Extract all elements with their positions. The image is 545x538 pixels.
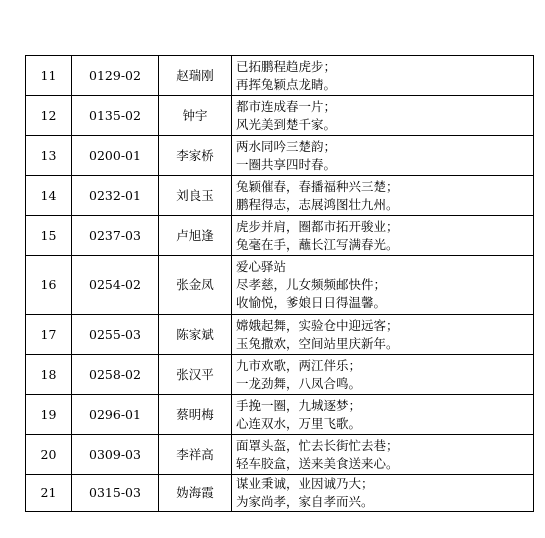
entry-code-cell: 0237-03 [72,216,159,256]
table-row [26,216,534,256]
entry-code-cell: 0258-02 [72,355,159,395]
entry-number-cell: 14 [26,176,72,216]
table-body [26,56,534,512]
couplet-text-cell [232,256,534,315]
author-name-cell: 蔡明梅 [159,395,232,435]
entry-number-cell: 20 [26,435,72,475]
couplet-line: 两水同吟三楚韵； [236,138,337,154]
couplet-text-cell [232,56,534,96]
couplet-line: 一圈共享四时春。 [236,156,337,172]
couplet-text-cell [232,136,534,176]
couplet-line: 都市连成春一片； [236,98,337,114]
author-name-cell: 妫海霞 [159,475,232,512]
author-name-cell: 李祥高 [159,435,232,475]
couplet-text-cell [232,176,534,216]
couplet-line: 心连双水，万里飞歌。 [236,415,362,431]
entry-code-cell: 0255-03 [72,315,159,355]
couplet-text-cell [232,96,534,136]
author-name-cell: 钟宇 [159,96,232,136]
couplet-line: 嫦娥起舞，实验仓中迎远客； [236,317,399,333]
table-row [26,315,534,355]
entry-code-cell: 0232-01 [72,176,159,216]
entry-number-cell: 18 [26,355,72,395]
entry-number-cell: 12 [26,96,72,136]
entry-number-cell: 15 [26,216,72,256]
entry-number-cell: 17 [26,315,72,355]
couplet-line: 爱心驿站 [236,259,287,274]
couplet-line: 玉兔撒欢，空间站里庆新年。 [236,335,399,351]
author-name-cell: 张金凤 [159,256,232,315]
entry-code-cell: 0135-02 [72,96,159,136]
couplet-text-cell [232,435,534,475]
couplet-text-cell [232,315,534,355]
author-name-cell: 李家桥 [159,136,232,176]
couplet-line: 再挥兔颖点龙睛。 [236,76,337,92]
couplet-line: 尽孝慈，儿女频频邮快件； [236,277,387,292]
entry-number-cell: 19 [26,395,72,435]
entry-number-cell: 13 [26,136,72,176]
couplet-line: 已拓鹏程趋虎步； [236,58,337,74]
couplet-table [25,55,534,512]
table-row [26,475,534,512]
couplet-line: 面罩头盔，忙去长街忙去巷； [236,437,399,453]
entry-code-cell: 0296-01 [72,395,159,435]
table-row [26,96,534,136]
couplet-text-cell [232,475,534,512]
author-name-cell: 刘良玉 [159,176,232,216]
author-name-cell: 陈家斌 [159,315,232,355]
author-name-cell: 张汉平 [159,355,232,395]
couplet-line: 一龙劲舞，八凤合鸣。 [236,375,362,391]
couplet-line: 虎步并肩，圈都市拓开骏业； [236,218,399,234]
table-row [26,395,534,435]
couplet-text-cell [232,395,534,435]
table-row [26,176,534,216]
entry-number-cell: 16 [26,256,72,315]
entry-number-cell: 11 [26,56,72,96]
entry-code-cell: 0129-02 [72,56,159,96]
entry-code-cell: 0315-03 [72,475,159,512]
author-name-cell: 卢旭逢 [159,216,232,256]
entry-code-cell: 0309-03 [72,435,159,475]
table-row [26,56,534,96]
couplet-text-cell [232,216,534,256]
couplet-line: 九市欢歌，两江伴乐； [236,357,362,373]
couplet-line: 鹏程得志，志展鸿图壮九州。 [236,196,399,212]
couplet-line: 为家尚孝，家自孝而兴。 [236,494,374,509]
couplet-line: 兔毫在手，蘸长江写满春光。 [236,236,399,252]
entry-number-cell: 21 [26,475,72,512]
couplet-line: 谋业秉诚，业因诚乃大； [236,476,374,491]
table-row [26,256,534,315]
couplet-text-cell [232,355,534,395]
couplet-line: 手挽一圈，九城逐梦； [236,397,362,413]
couplet-line: 收愉悦，爹娘日日得温馨。 [236,295,387,310]
author-name-cell: 赵瑞刚 [159,56,232,96]
couplet-line: 风光美到楚千家。 [236,116,337,132]
couplet-line: 兔颖催春，春播福种兴三楚； [236,178,399,194]
entry-code-cell: 0254-02 [72,256,159,315]
entry-code-cell: 0200-01 [72,136,159,176]
table-row [26,136,534,176]
couplet-line: 轻车胶盒，送来美食送来心。 [236,455,399,471]
table-row [26,435,534,475]
table-row [26,355,534,395]
